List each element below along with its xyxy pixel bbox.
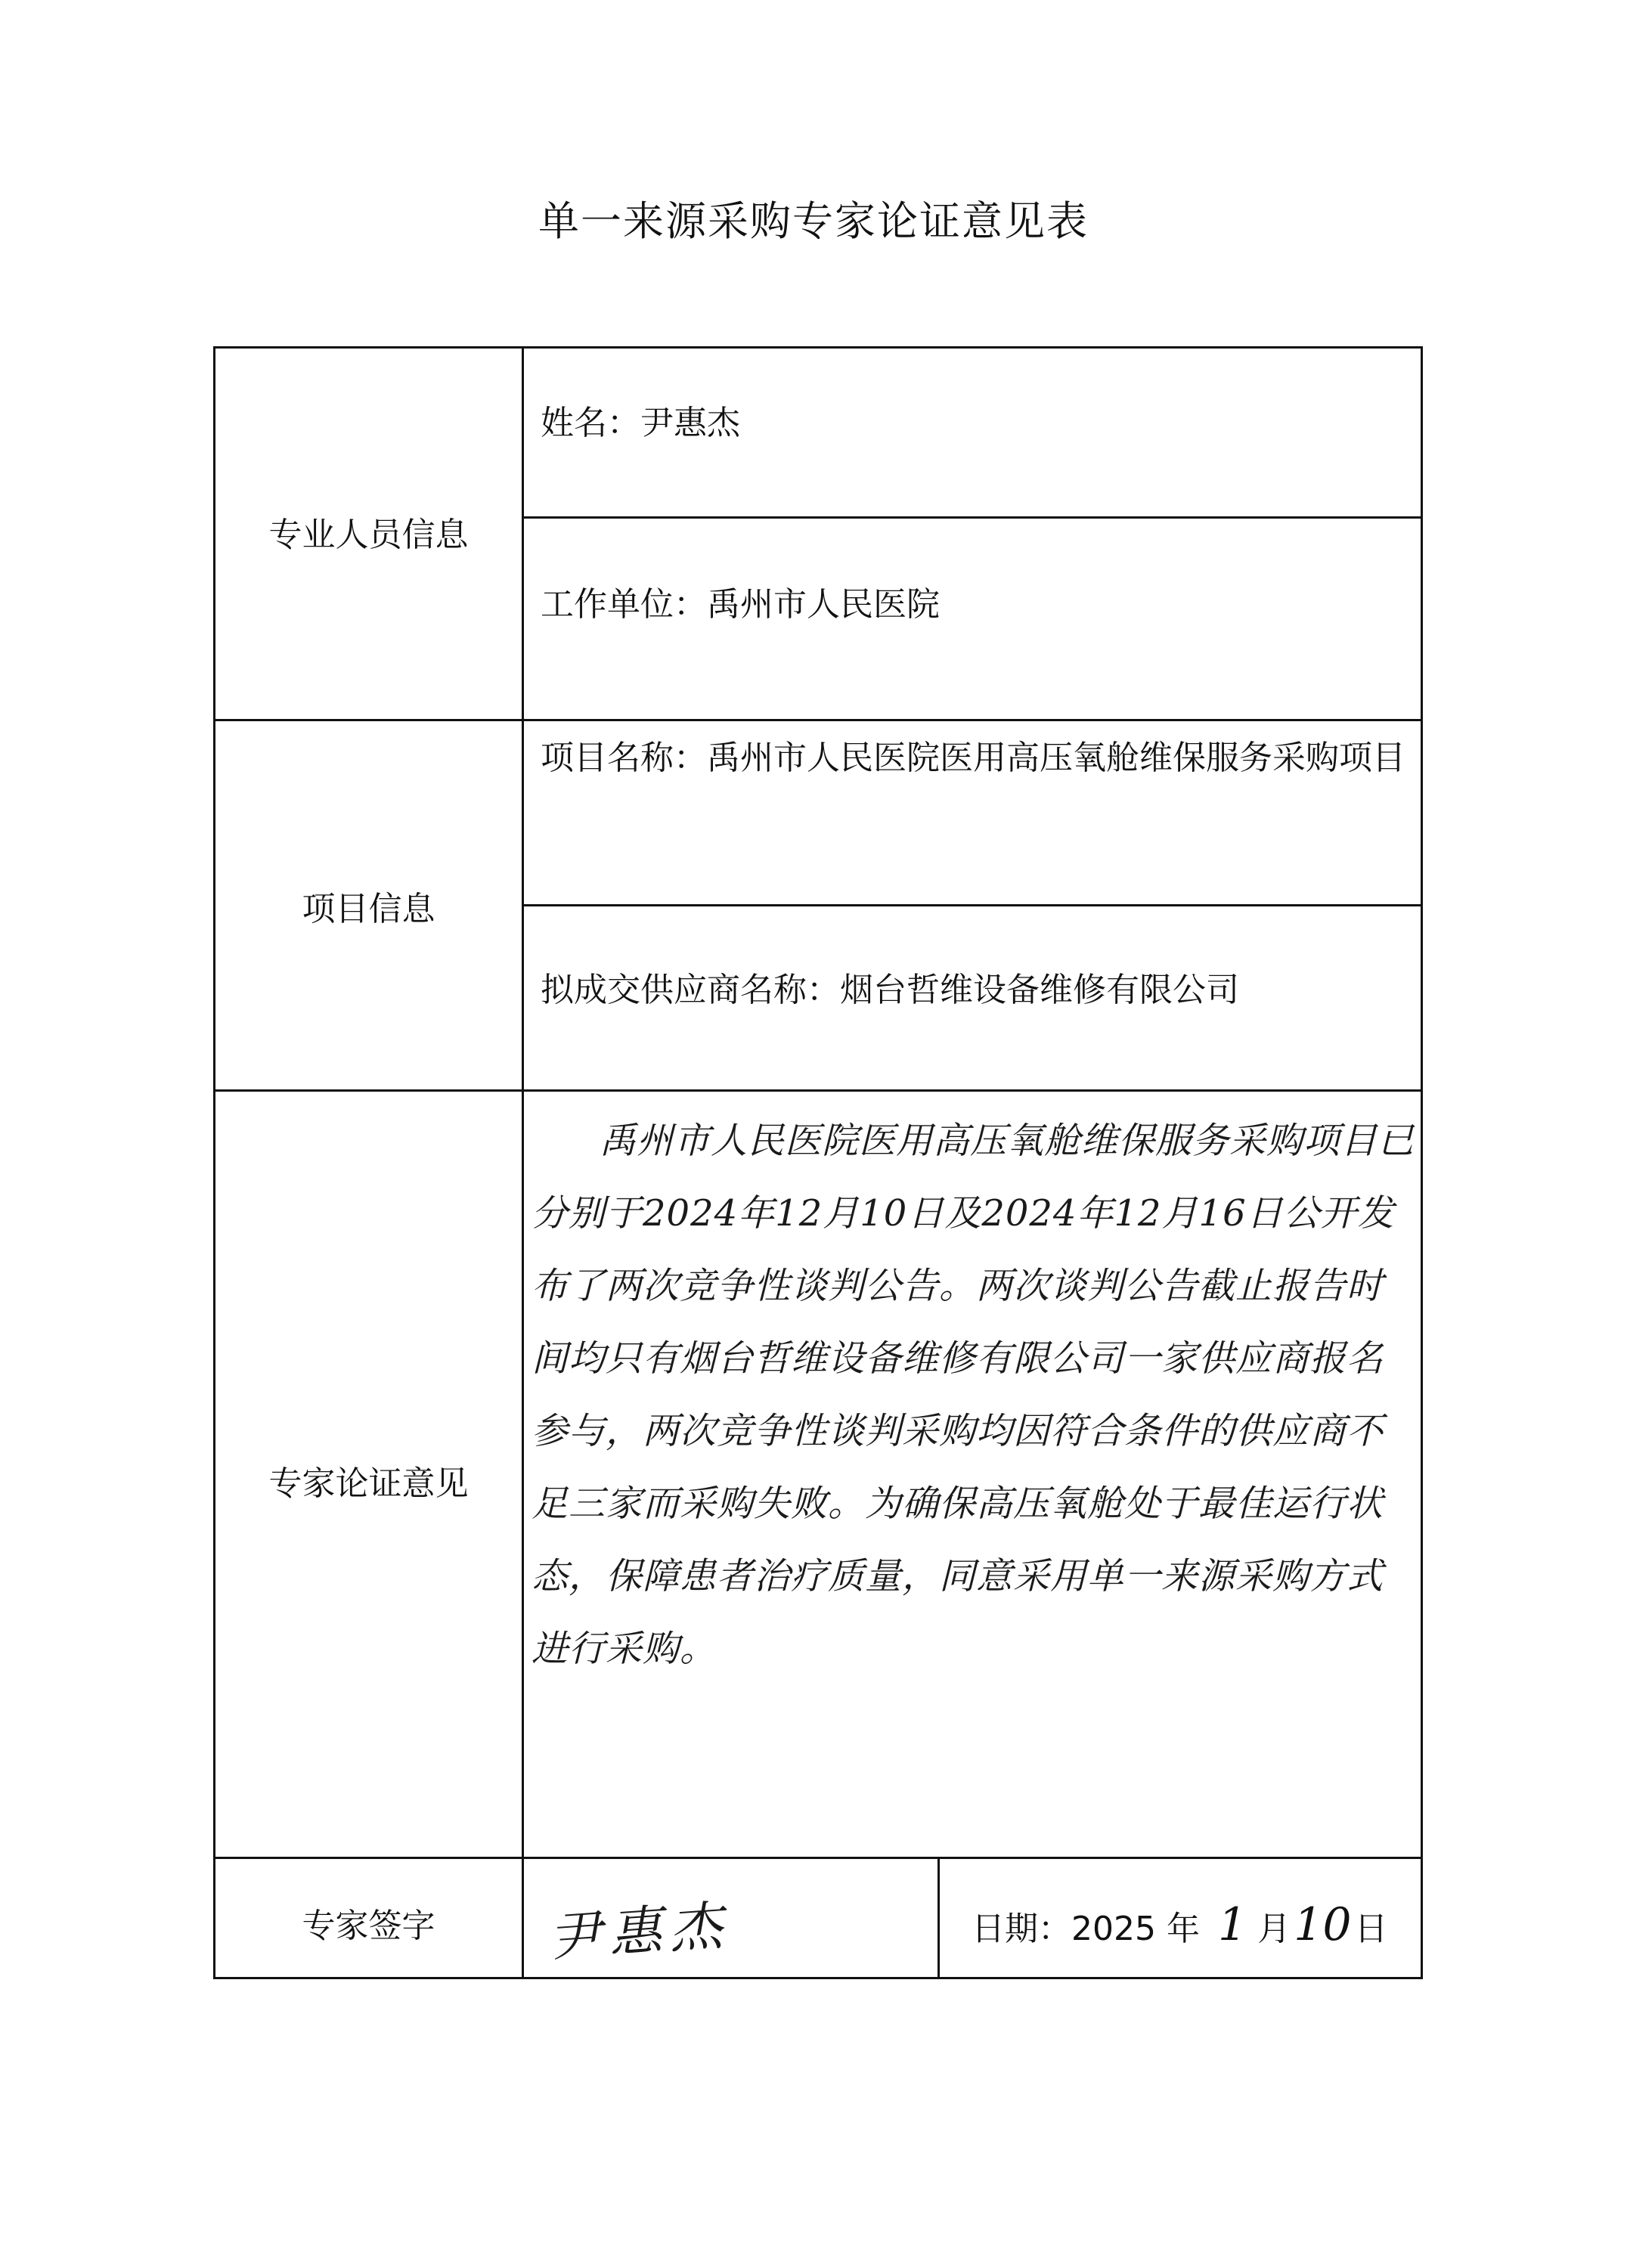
date-day-unit: 日 bbox=[1354, 1910, 1388, 1948]
work-unit: 工作单位：禹州市人民医院 bbox=[541, 585, 940, 624]
date-year: 2025 bbox=[1071, 1910, 1156, 1948]
date-day-handwritten: 10 bbox=[1294, 1898, 1352, 1951]
date-month-unit: 月 bbox=[1257, 1910, 1291, 1948]
expert-opinion-label: 专家论证意见 bbox=[268, 1464, 469, 1503]
personnel-info-label: 专业人员信息 bbox=[268, 516, 469, 554]
date-label: 日期： bbox=[972, 1910, 1071, 1948]
signature-date bbox=[972, 1898, 1388, 1951]
column-divider bbox=[522, 349, 524, 1977]
row-divider-opinion-signature bbox=[215, 1857, 1423, 1859]
project-info-label: 项目信息 bbox=[302, 890, 435, 928]
proposed-supplier: 拟成交供应商名称：烟台哲维设备维修有限公司 bbox=[541, 971, 1239, 1009]
project-name: 项目名称：禹州市人民医院医用高压氧舱维保服务采购项目 bbox=[541, 739, 1405, 777]
expert-opinion-handwritten: 禹州市人民医院医用高压氧舱维保服务采购项目已分别于2024年12月10日及2024年12月16日公开发布了两次竞争性谈判公告。两次谈判公告截止报告时间均只有烟台哲维设备维修有限公司一家供应商报名参与，两次竞争性谈判采购均因符合条件的供应商不足三家而采购失败。为确保高压氧舱处于最佳运行状态，保障患者治疗质量，同意采用单一来源采购方式进行采购。 bbox=[531, 1120, 1415, 1670]
signature-date-divider bbox=[937, 1857, 940, 1977]
expert-opinion-form bbox=[213, 346, 1423, 1979]
expert-name: 姓名：尹惠杰 bbox=[541, 404, 740, 442]
date-month-handwritten: 1 bbox=[1217, 1898, 1247, 1951]
date-year-unit: 年 bbox=[1166, 1910, 1200, 1948]
row-divider-name-unit bbox=[522, 516, 1423, 519]
row-divider-project-supplier bbox=[522, 904, 1423, 906]
row-divider-project-opinion bbox=[215, 1089, 1423, 1092]
expert-signature-label: 专家签字 bbox=[302, 1907, 435, 1945]
page-title: 单一来源采购专家论证意见表 bbox=[538, 197, 1089, 245]
handwritten-signature: 尹惠杰 bbox=[546, 1894, 732, 1969]
